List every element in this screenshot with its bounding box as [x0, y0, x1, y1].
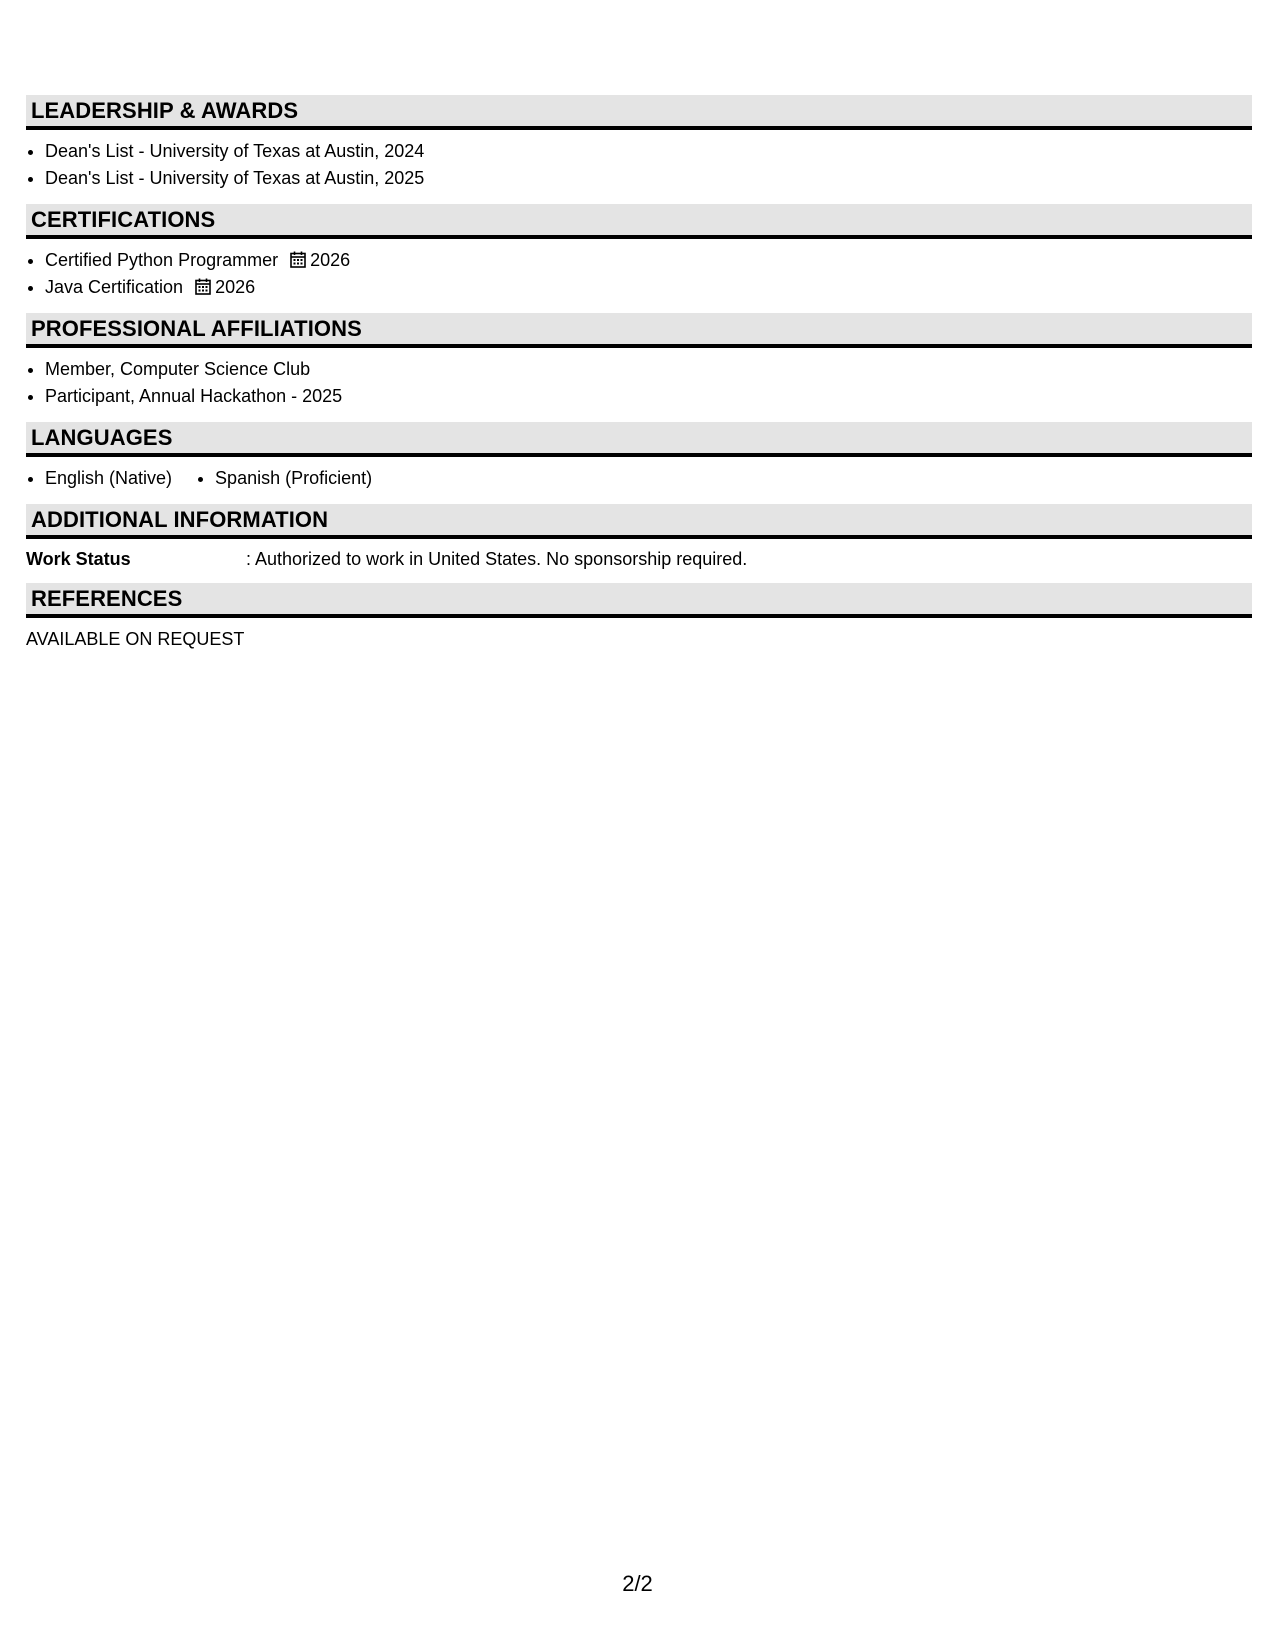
section-title: LEADERSHIP & AWARDS — [31, 97, 299, 123]
professional-affiliations-header — [26, 313, 1252, 348]
calendar-icon — [195, 278, 211, 295]
resume-page-content — [26, 95, 1252, 663]
leadership-awards-header — [26, 95, 1252, 130]
work-status-label: Work Status — [26, 549, 131, 569]
list-item: Dean's List - University of Texas at Austin, 2024 — [26, 138, 1252, 165]
language-item: English (Native) — [26, 465, 172, 492]
affiliations-list — [26, 356, 1252, 410]
language-item: Spanish (Proficient) — [196, 465, 372, 492]
additional-information-header — [26, 504, 1252, 539]
page-number: 2/2 — [622, 1571, 653, 1596]
certification-item — [26, 274, 1252, 301]
section-title: PROFESSIONAL AFFILIATIONS — [31, 315, 362, 341]
list-item: Participant, Annual Hackathon - 2025 — [26, 383, 1252, 410]
certifications-header — [26, 204, 1252, 239]
additional-information-section — [26, 504, 1252, 571]
list-item: Member, Computer Science Club — [26, 356, 1252, 383]
section-title: REFERENCES — [31, 585, 183, 611]
calendar-icon — [290, 251, 306, 268]
awards-list — [26, 138, 1252, 192]
certifications-section — [26, 204, 1252, 301]
certification-name: Java Certification — [45, 277, 184, 297]
certifications-list — [26, 247, 1252, 301]
languages-list — [26, 465, 1252, 492]
professional-affiliations-section — [26, 313, 1252, 410]
work-status-row — [26, 547, 1252, 571]
references-header — [26, 583, 1252, 618]
certification-year: 2026 — [215, 277, 256, 297]
languages-section — [26, 422, 1252, 492]
references-section — [26, 583, 1252, 651]
section-title: LANGUAGES — [31, 424, 173, 450]
section-title: ADDITIONAL INFORMATION — [31, 506, 329, 532]
leadership-awards-section — [26, 95, 1252, 192]
languages-header — [26, 422, 1252, 457]
references-text: AVAILABLE ON REQUEST — [26, 629, 245, 649]
section-title: CERTIFICATIONS — [31, 206, 216, 232]
list-item: Dean's List - University of Texas at Austin, 2025 — [26, 165, 1252, 192]
certification-name: Certified Python Programmer — [45, 250, 279, 270]
certification-item — [26, 247, 1252, 274]
certification-year: 2026 — [310, 250, 351, 270]
work-status-value: : Authorized to work in United States. No sponsorship required. — [246, 549, 748, 569]
